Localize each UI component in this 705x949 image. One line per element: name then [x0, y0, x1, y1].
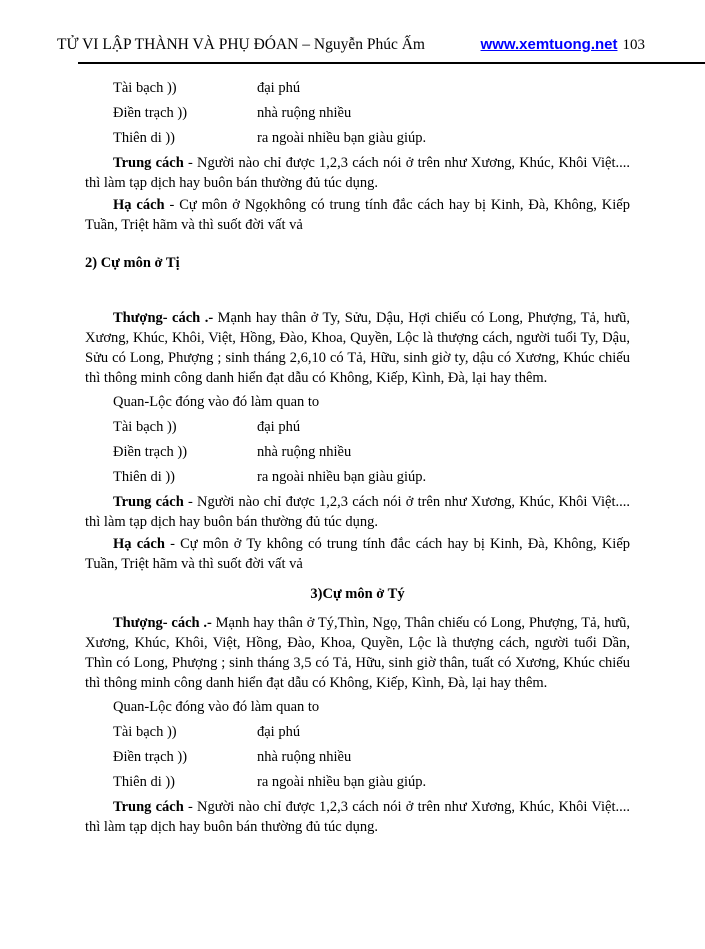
list-item-value: nhà ruộng nhiều	[257, 749, 352, 765]
paragraph-text: Mạnh hay thân ở Ty, Sửu, Dậu, Hợi chiếu có Long, Phượng, Tả, hưũ, Xương, Khúc, Khôi, Việt, Hồng, Đào, Khoa, Quyền, Lộc là thượng cách, người tuổi Ty, Dậu, Sửu có Long, Phượng ; sinh tháng 2,6,10 có Tả, Hữu, sinh giờ ty, dậu có Xương, Khúc chiếu thì thông minh công danh hiển đạt dẫu có Không, Kiếp, Kình, Đà, lại hay thêm.	[85, 310, 631, 386]
list-item-label: Tài bạch ))	[113, 419, 177, 435]
palace-list-1	[85, 76, 630, 151]
paragraph-text: Mạnh hay thân ở Tý,Thìn, Ngọ, Thân chiếu có Long, Phượng, Tả, hưũ, Xương, Khúc, Khôi, Việt, Hồng, Đào, Khoa, Quyền, Lộc là thượng cách, người tuổi Dần, Thìn có Long, Phượng ; sinh tháng 3,5 có Tả, Hữu, sinh giờ thân, tuất có Xương, Khúc chiếu thì thông minh công danh hiển đạt dẫu có Không, Kiếp, Kình, Đà, lại hay thêm.	[85, 615, 630, 691]
palace-list-3	[85, 720, 630, 795]
section-heading-cu-mon-o-ty: 3)Cự môn ở Tý	[310, 586, 405, 602]
list-item-label: Thiên di ))	[113, 469, 176, 485]
paragraph-text: - Cự môn ở Ty không có trung tính đắc cách hay bị Kinh, Đà, Không, Kiếp Tuần, Triệt hãm và thì suốt đời vất vả	[85, 536, 631, 572]
list-item	[85, 126, 630, 151]
list-item-label: Tài bạch ))	[113, 724, 177, 740]
paragraph-trung-cach	[85, 492, 630, 532]
list-item	[85, 101, 630, 126]
paragraph-ha-cach	[85, 195, 630, 235]
paragraph-trung-cach	[85, 153, 630, 193]
list-item-label: Điền trạch ))	[113, 749, 188, 765]
list-item	[85, 465, 630, 490]
quan-loc-line: Quan-Lộc đóng vào đó làm quan to	[113, 699, 320, 715]
list-item-label: Tài bạch ))	[113, 80, 177, 96]
paragraph-trung-cach	[85, 797, 630, 837]
paragraph-lead: Trung cách	[113, 494, 184, 510]
list-item-value: nhà ruộng nhiều	[257, 105, 352, 121]
list-item-value: ra ngoài nhiều bạn giàu giúp.	[257, 774, 427, 790]
page-header	[57, 36, 645, 54]
list-item-label: Điền trạch ))	[113, 105, 188, 121]
paragraph-text: - Người nào chỉ được 1,2,3 cách nói ở trên như Xương, Khúc, Khôi Việt.... thì làm tạp dịch hay buôn bán thường đủ túc dụng.	[85, 799, 630, 835]
list-item-label: Thiên di ))	[113, 130, 176, 146]
quan-loc-line: Quan-Lộc đóng vào đó làm quan to	[113, 394, 320, 410]
paragraph-lead: Trung cách	[113, 155, 184, 171]
list-item-value: đại phú	[257, 419, 301, 435]
header-right	[481, 36, 645, 54]
page-number: 103	[622, 37, 645, 53]
paragraph-lead: Hạ cách	[113, 536, 165, 552]
list-item	[85, 770, 630, 795]
list-item	[85, 745, 630, 770]
palace-list-2	[85, 415, 630, 490]
list-item-value: đại phú	[257, 80, 301, 96]
list-item	[85, 440, 630, 465]
paragraph-text: - Cự môn ở Ngọkhông có trung tính đắc cách hay bị Kinh, Đà, Không, Kiếp Tuần, Triệt hãm và thì suốt đời vất vả	[85, 197, 630, 233]
website-link[interactable]: www.xemtuong.net	[480, 36, 618, 53]
page-title: TỬ VI LẬP THÀNH VÀ PHỤ ĐÓAN – Nguyễn Phúc Ấm	[57, 36, 425, 53]
list-item-value: đại phú	[257, 724, 301, 740]
paragraph-lead: Trung cách	[113, 799, 184, 815]
paragraph-lead: Thượng- cách .-	[113, 310, 214, 326]
paragraph-lead: Thượng- cách .-	[113, 615, 212, 631]
paragraph-lead: Hạ cách	[113, 197, 165, 213]
list-item	[85, 720, 630, 745]
paragraph-ha-cach	[85, 534, 630, 574]
list-item	[85, 415, 630, 440]
paragraph-thuong-cach	[85, 308, 630, 388]
paragraph-thuong-cach	[85, 613, 630, 693]
list-item-value: ra ngoài nhiều bạn giàu giúp.	[257, 130, 427, 146]
list-item-value: ra ngoài nhiều bạn giàu giúp.	[257, 469, 427, 485]
list-item-value: nhà ruộng nhiều	[257, 444, 352, 460]
paragraph-text: - Người nào chỉ được 1,2,3 cách nói ở trên như Xương, Khúc, Khôi Việt.... thì làm tạp dịch hay buôn bán thường đủ túc dụng.	[85, 155, 630, 191]
section-heading-cu-mon-o-ti: 2) Cự môn ở Tị	[85, 255, 180, 271]
list-item-label: Điền trạch ))	[113, 444, 188, 460]
list-item-label: Thiên di ))	[113, 774, 176, 790]
page-content	[85, 64, 630, 837]
list-item	[85, 76, 630, 101]
document-page	[0, 36, 705, 949]
paragraph-text: - Người nào chỉ được 1,2,3 cách nói ở trên như Xương, Khúc, Khôi Việt.... thì làm tạp dịch hay buôn bán thường đủ túc dụng.	[85, 494, 630, 530]
